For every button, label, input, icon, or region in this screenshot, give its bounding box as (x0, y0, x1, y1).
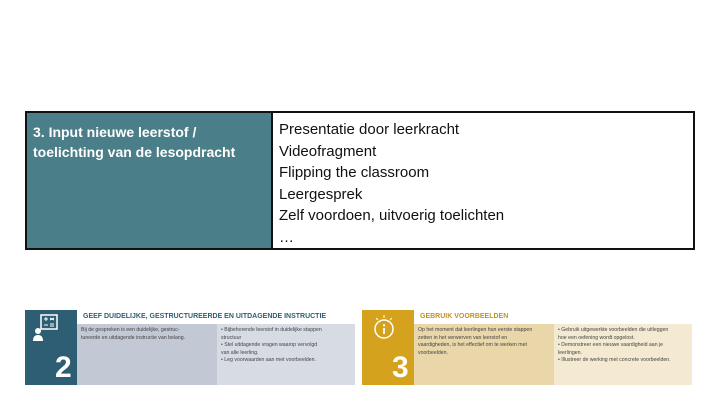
card-number: 2 (55, 351, 72, 384)
table-item: Presentatie door leerkracht (279, 121, 460, 138)
card-side-panel (25, 310, 77, 385)
card-text-line: Bij de gespreken is een duidelijke, gestruc- (81, 327, 180, 333)
card-column-description (77, 324, 217, 385)
card-text-line: van alle leerling. (221, 349, 259, 356)
table-item: … (279, 228, 294, 246)
card-examples (362, 310, 692, 385)
card-content (414, 310, 692, 385)
card-text-line: voorbeelden. (418, 349, 448, 356)
table-items-cell (273, 113, 693, 248)
card-column-description (414, 324, 554, 385)
table-item: Zelf voordoen, uitvoerig toelichten (279, 207, 505, 225)
table-item: Leergesprek (279, 185, 363, 203)
card-text-line: zetten in het verwerven van leerstof en (418, 334, 508, 341)
card-text-line: • Illustreer de werking met concrete voorbeelden. (558, 357, 671, 364)
card-title: GEEF DUIDELIJKE, GESTRUCTUREERDE EN UITDAGENDE INSTRUCTIE (77, 310, 355, 324)
table-label-line-2: toelichting van de lesopdracht (33, 144, 236, 160)
card-text-line: • Demonstreer een nieuwe vaardigheid aan je (558, 342, 664, 349)
card-columns (77, 324, 355, 385)
card-content (77, 310, 355, 385)
card-text-line: • Bijbehorende leerstof in duidelijke stappen (221, 327, 322, 333)
table-label-line-1: 3. Input nieuwe leerstof / (33, 124, 197, 140)
instruction-table (25, 111, 695, 250)
card-text-line: leerlingen. (558, 349, 582, 356)
lightbulb-info-icon (370, 314, 398, 347)
card-text-line: structuur (221, 334, 242, 341)
card-side-panel (362, 310, 414, 385)
card-text-line: vaardigheden, is het effectief om te werken met (418, 342, 527, 349)
calculator-person-icon (33, 314, 59, 347)
card-columns (414, 324, 692, 385)
card-text-line: Op het moment dat leerlingen hun eerste stappen (418, 327, 533, 333)
card-column-tips (217, 324, 355, 385)
card-text-line: hoe een oefening wordt opgelost. (558, 334, 635, 341)
table-item: Videofragment (279, 142, 377, 160)
table-label-cell (27, 113, 273, 248)
card-number: 3 (392, 351, 409, 384)
card-text-line: • Leg voorwaarden aan met voorbeelden. (221, 357, 316, 364)
card-title: GEBRUIK VOORBEELDEN (414, 310, 692, 324)
card-instruction (25, 310, 355, 385)
card-text-line: • Gebruik uitgewerkte voorbeelden die uitleggen (558, 327, 669, 333)
card-text-line: tureerde en uitdagende instructie van belang. (81, 334, 186, 341)
table-item: Flipping the classroom (279, 164, 430, 182)
card-column-tips (554, 324, 692, 385)
card-text-line: • Stel uitdagende vragen waarop vervolgd (221, 342, 318, 349)
